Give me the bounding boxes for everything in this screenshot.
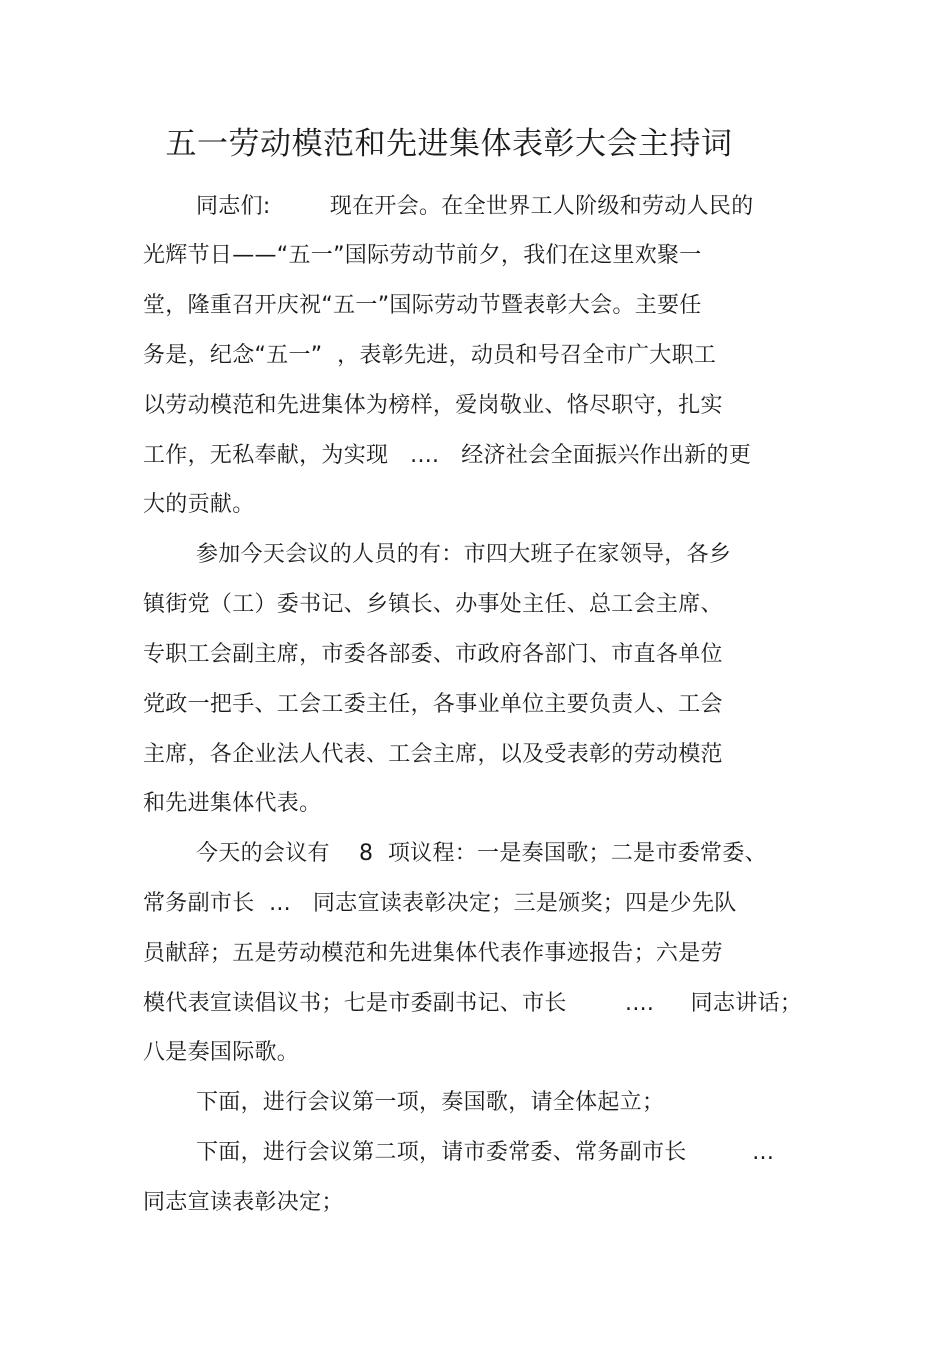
paragraph-line: 专职工会副主席，市委各部委、市政府各部门、市直各单位 bbox=[143, 642, 723, 667]
paragraph-line: 参加今天会议的人员的有：市四大班子在家领导，各乡 bbox=[196, 542, 732, 567]
paragraph-line: 和先进集体代表。 bbox=[143, 791, 322, 816]
paragraph-line: 堂，隆重召开庆祝“五一”国际劳动节暨表彰大会。主要任 bbox=[143, 293, 702, 318]
paragraph-line: 工作，无私奉献，为实现 .... 经济社会全面振兴作出新的更 bbox=[143, 443, 752, 468]
paragraph-line: 常务副市长 ... 同志宣读表彰决定；三是颁奖；四是少先队 bbox=[143, 891, 737, 916]
paragraph-line: 主席，各企业法人代表、工会主席，以及受表彰的劳动模范 bbox=[143, 742, 723, 767]
paragraph-line: 八是奏国际歌。 bbox=[143, 1040, 300, 1065]
paragraph-line: 员献辞；五是劳动模范和先进集体代表作事迹报告；六是劳 bbox=[143, 941, 723, 966]
paragraph-line: 以劳动模范和先进集体为榜样，爱岗敬业、恪尽职守，扎实 bbox=[143, 393, 723, 418]
paragraph-line: 模代表宣读倡议书；七是市委副书记、市长 .... 同志讲话； bbox=[143, 991, 803, 1016]
paragraph-line: 下面，进行会议第二项，请市委常委、常务副市长 ... bbox=[196, 1140, 775, 1165]
paragraph-line: 党政一把手、工会工委主任，各事业单位主要负责人、工会 bbox=[143, 692, 723, 717]
paragraph-line: 同志们: 现在开会。在全世界工人阶级和劳动人民的 bbox=[196, 194, 754, 219]
paragraph-line: 同志宣读表彰决定； bbox=[143, 1190, 344, 1215]
paragraph-line: 镇街党（工）委书记、乡镇长、办事处主任、总工会主席、 bbox=[143, 592, 723, 617]
paragraph-line: 下面，进行会议第一项，奏国歌，请全体起立； bbox=[196, 1090, 665, 1115]
paragraph-line: 大的贡献。 bbox=[143, 492, 255, 517]
paragraph-line: 务是，纪念“五一” ，表彰先进，动员和号召全市广大职工 bbox=[143, 343, 717, 368]
document-title: 五一劳动模范和先进集体表彰大会主持词 bbox=[165, 126, 733, 162]
paragraph-line: 今天的会议有 8 项议程：一是奏国歌；二是市委常委、 bbox=[196, 841, 767, 866]
paragraph-line: 光辉节日——“五一”国际劳动节前夕，我们在这里欢聚一 bbox=[143, 243, 702, 268]
